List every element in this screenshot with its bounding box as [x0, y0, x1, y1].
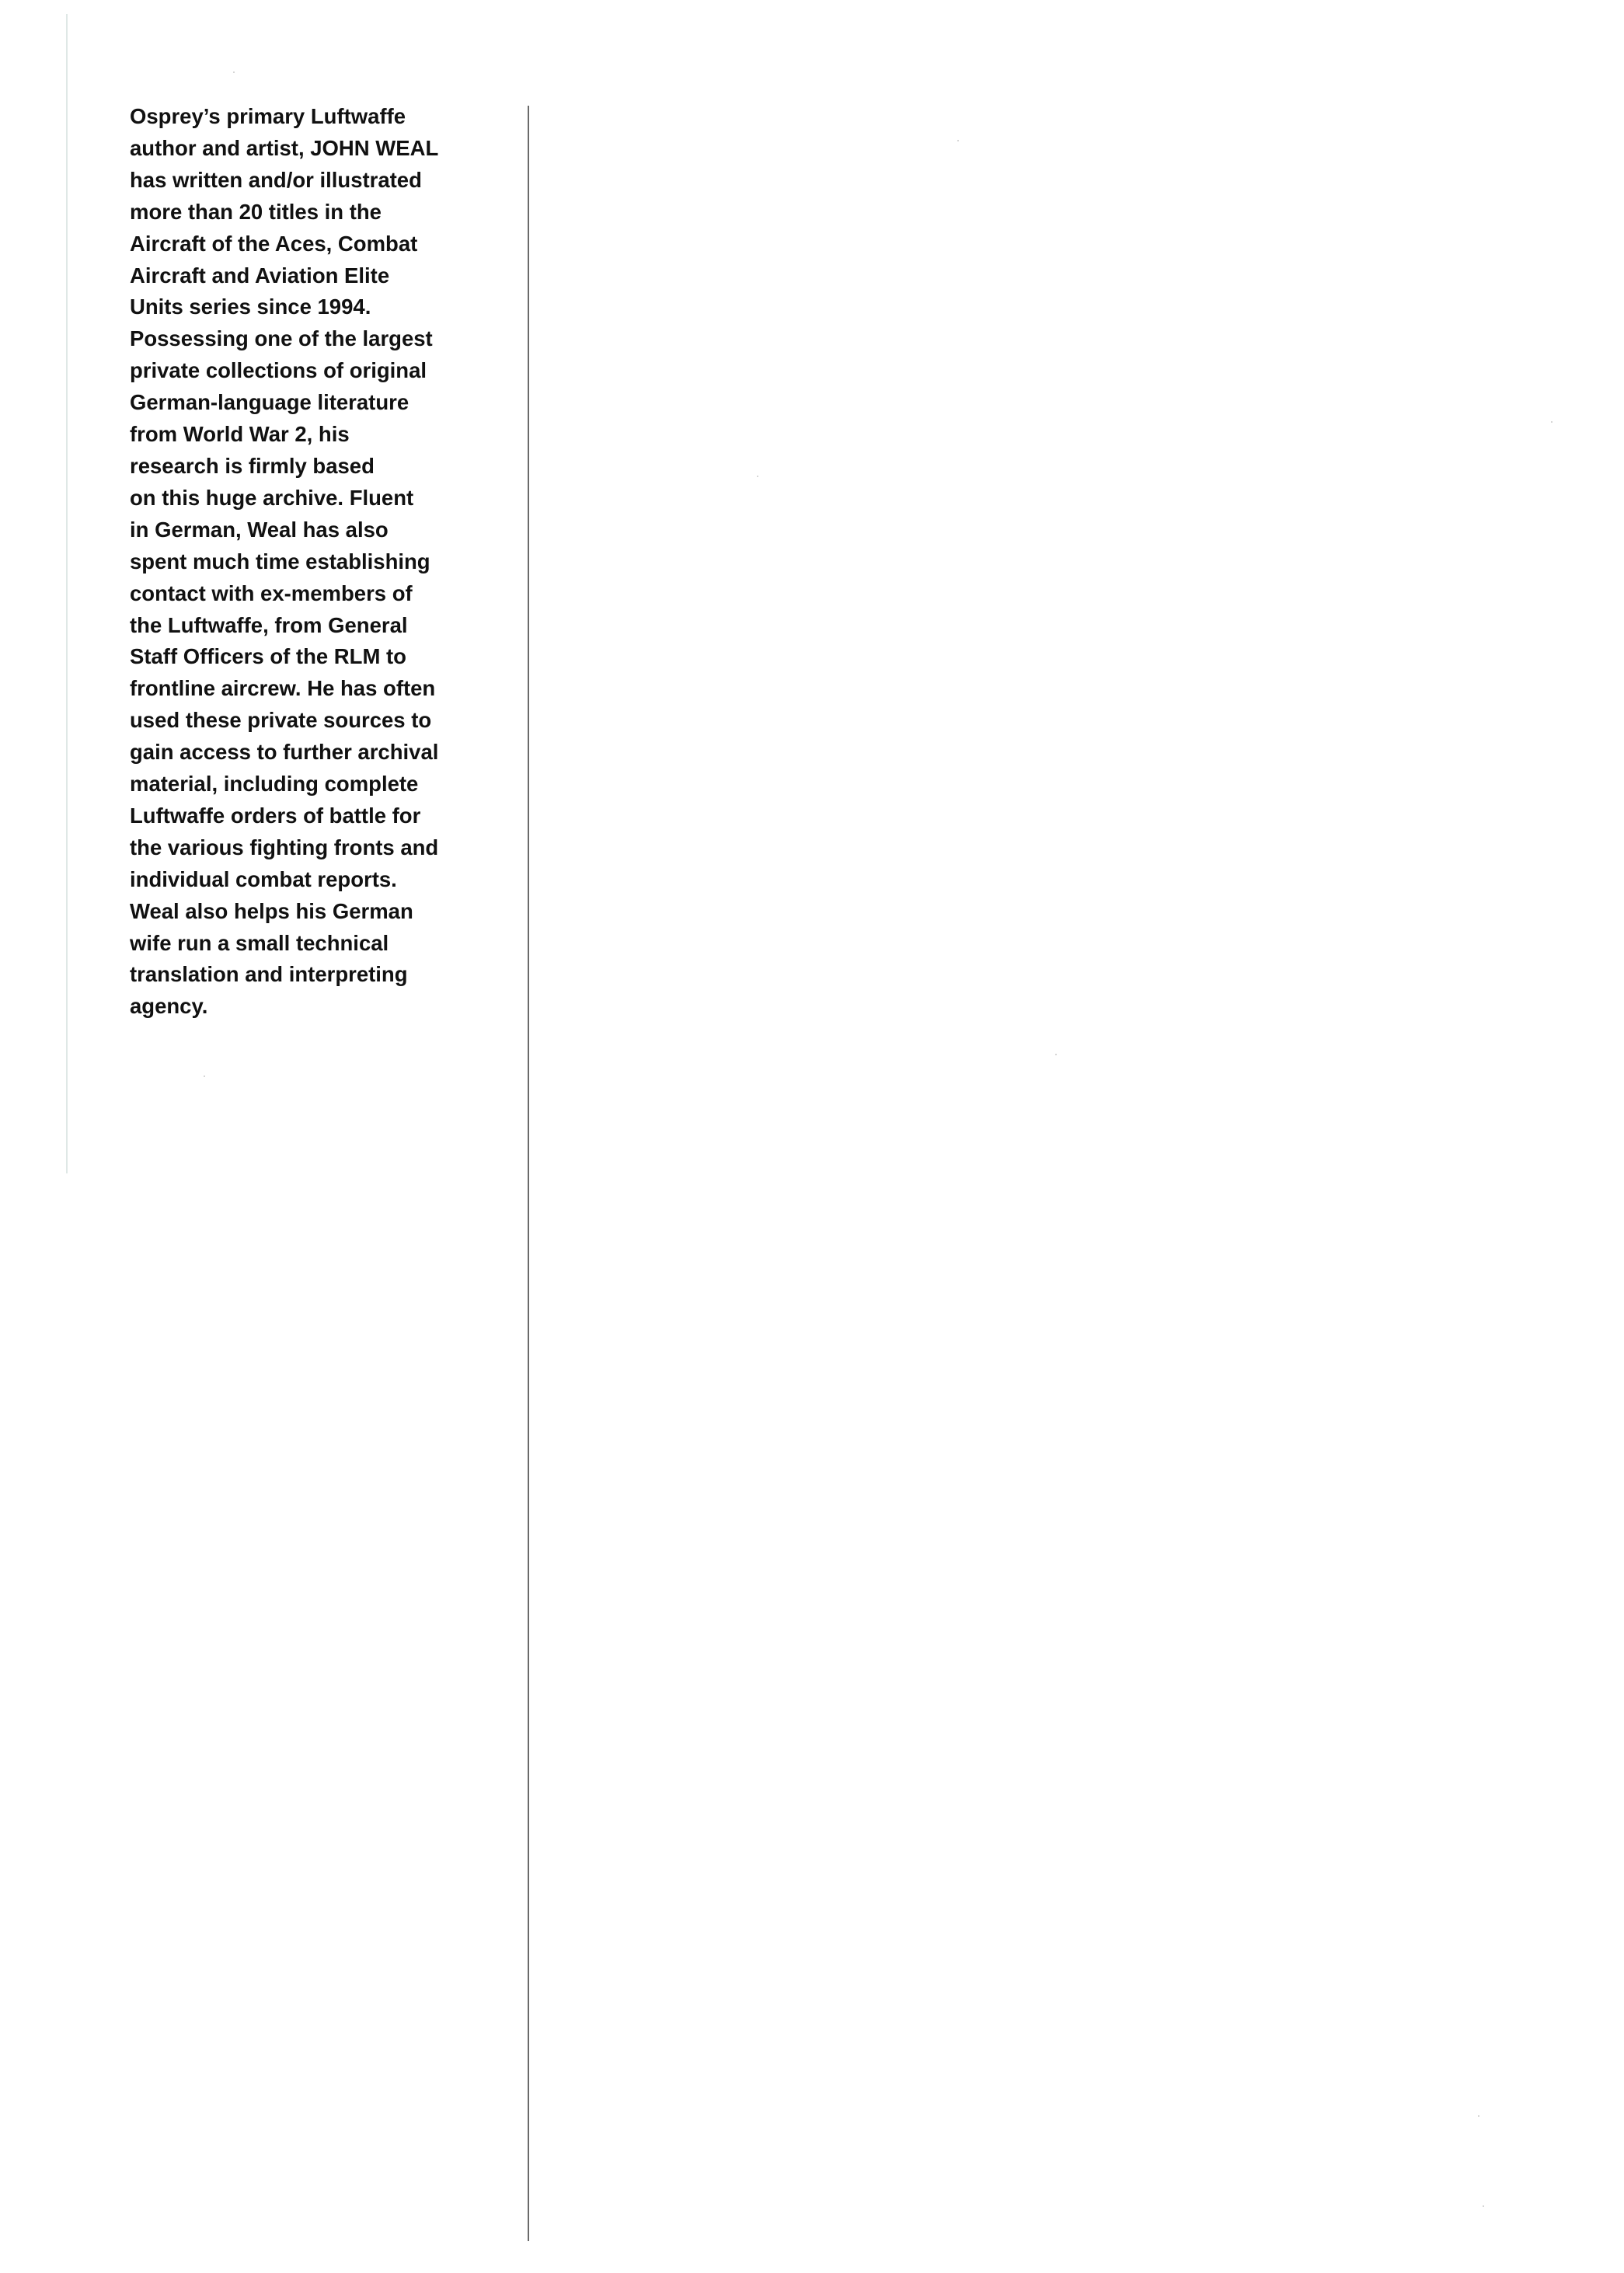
bio-line: the Luftwaffe, from General — [130, 612, 408, 637]
scan-speck — [957, 140, 959, 141]
bio-line: from World War 2, his — [130, 422, 350, 447]
scan-speck — [204, 1075, 205, 1077]
bio-line: Possessing one of the largest — [130, 326, 433, 351]
bio-line: spent much time establishing — [130, 549, 430, 573]
scan-speck — [1551, 421, 1553, 423]
bio-line: wife run a small technical — [130, 930, 389, 955]
scan-speck — [1483, 2205, 1484, 2207]
bio-line: on this huge archive. Fluent — [130, 485, 414, 510]
bio-line: more than 20 titles in the — [130, 199, 382, 224]
bio-line: in German, Weal has also — [130, 517, 389, 542]
bio-line: used these private sources to — [130, 708, 432, 733]
bio-line: Osprey’s primary Luftwaffe — [130, 104, 406, 128]
bio-line: agency. — [130, 994, 208, 1019]
left-edge-line — [66, 14, 68, 1173]
bio-line: research is firmly based — [130, 453, 375, 478]
bio-line: translation and interpreting — [130, 962, 408, 987]
bio-line: frontline aircrew. He has often — [130, 676, 436, 701]
bio-line: German-language literature — [130, 390, 409, 415]
bio-line: Aircraft and Aviation Elite — [130, 263, 390, 288]
bio-line: individual combat reports. — [130, 866, 397, 891]
bio-line: has written and/or illustrated — [130, 167, 422, 192]
scan-speck — [1055, 1054, 1057, 1055]
bio-line: contact with ex-members of — [130, 580, 413, 605]
bio-line: Staff Officers of the RLM to — [130, 644, 406, 669]
column-rule — [528, 106, 529, 2241]
bio-line: Weal also helps his German — [130, 898, 413, 923]
bio-line: author and artist, JOHN WEAL — [130, 135, 439, 160]
bio-line: the various fighting fronts and — [130, 835, 439, 859]
bio-line: Aircraft of the Aces, Combat — [130, 231, 418, 256]
bio-line: gain access to further archival — [130, 740, 439, 765]
bio-line: Units series since 1994. — [130, 295, 371, 319]
bio-line: Luftwaffe orders of battle for — [130, 803, 421, 828]
scan-speck — [1478, 2115, 1479, 2117]
bio-line: private collections of original — [130, 358, 427, 383]
scan-speck — [757, 476, 758, 477]
scan-speck — [233, 71, 235, 73]
bio-line: material, including complete — [130, 772, 419, 797]
author-bio — [130, 101, 518, 1023]
